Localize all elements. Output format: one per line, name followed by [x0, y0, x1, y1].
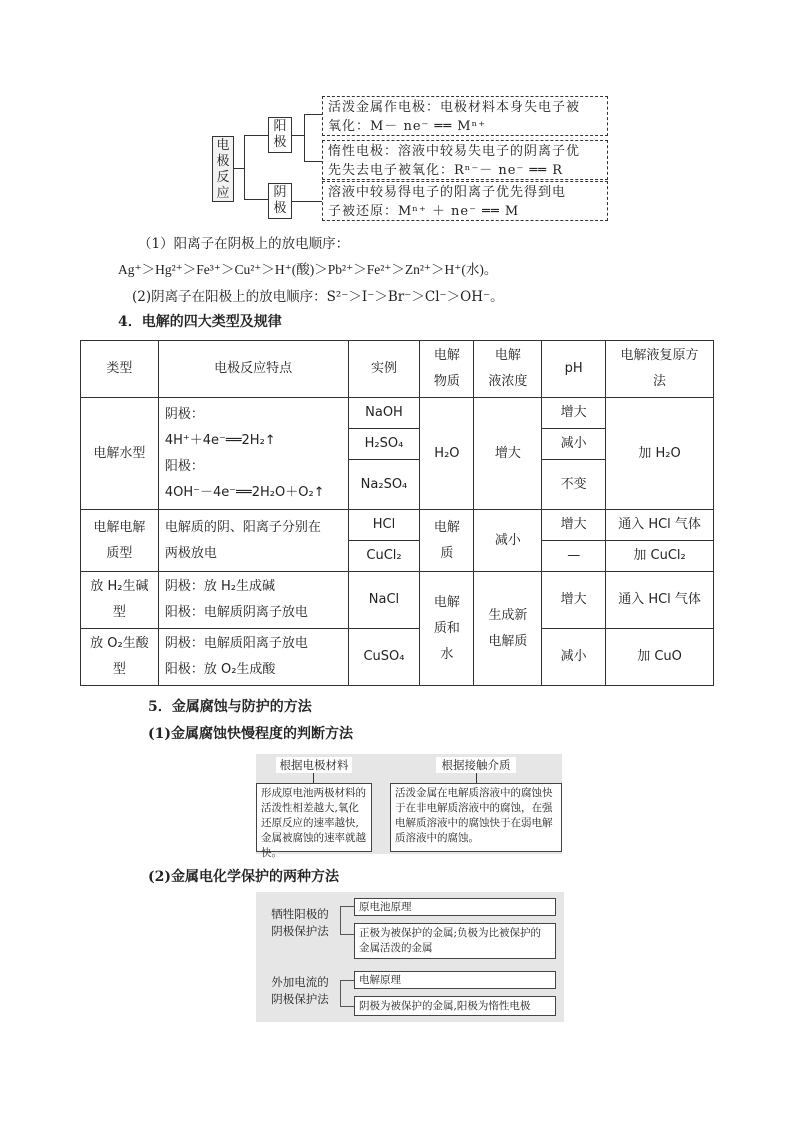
conc-shared: 生成新 电解质 — [474, 572, 542, 686]
ph-nacl: 增大 — [542, 572, 606, 629]
type-o2: 放 O₂生酸 型 — [81, 629, 159, 686]
example-naoh: NaOH — [348, 398, 420, 429]
header-concentration: 电解 液浓度 — [474, 341, 542, 398]
contact-medium-box: 活泼金属在电解质溶液中的腐蚀快于在非电解质溶液中的腐蚀，在强电解质溶液中的腐蚀快于在弱电解质溶液中的腐蚀。 — [390, 783, 562, 852]
conc-water: 增大 — [474, 398, 542, 510]
feature-o2: 阴极：电解质阳离子放电 阳极：放 O₂生成酸 — [158, 629, 348, 686]
galvanic-detail-box: 正极为被保护的金属;负极为比被保护的金属活泼的金属 — [354, 923, 556, 959]
anode-item-2-line-2: 先失去电子被氧化：Rⁿ⁻－ ne⁻ ══ R — [328, 163, 564, 178]
impressed-current-label: 外加电流的 阴极保护法 — [271, 975, 329, 1006]
restore-cucl2: 加 CuCl₂ — [606, 541, 714, 572]
root-label: 电极反应 — [216, 138, 230, 201]
example-cuso4: CuSO₄ — [348, 629, 420, 686]
substance-electrolyte: 电解 质 — [420, 510, 474, 572]
anode-item-1-line-2: 氧化：M－ ne⁻ ══ Mⁿ⁺ — [328, 119, 487, 134]
header-type: 类型 — [81, 341, 159, 398]
conc-electrolyte: 减小 — [474, 510, 542, 572]
tag-contact-medium: 根据接触介质 — [436, 757, 516, 773]
electrode-material-box: 形成原电池两极材料的活泼性相差越大,氧化还原反应的速率越快,金属被腐蚀的速率就越快。 — [256, 783, 372, 852]
anode-item-2-line-1: 惰性电极：溶液中较易失电子的阴离子优 — [328, 144, 581, 159]
restore-hcl: 通入 HCl 气体 — [606, 510, 714, 541]
example-h2so4: H₂SO₄ — [348, 429, 420, 460]
header-restore: 电解液复原方 法 — [606, 341, 714, 398]
restore-nacl: 通入 HCl 气体 — [606, 572, 714, 629]
electrolysis-detail-box: 阴极为被保护的金属,阳极为惰性电极 — [354, 996, 556, 1016]
feature-water: 阴极： 4H⁺＋4e⁻══2H₂↑ 阳极： 4OH⁻－4e⁻══2H₂O＋O₂↑ — [158, 398, 348, 510]
type-water: 电解水型 — [81, 398, 159, 510]
cathode-box — [268, 183, 292, 219]
section-5-heading: 5．金属腐蚀与防护的方法 — [148, 699, 312, 715]
ph-naoh: 增大 — [542, 398, 606, 429]
substance-water: H₂O — [420, 398, 474, 510]
anode-item-1-line-1: 活泼金属作电极：电极材料本身失电子被 — [328, 100, 581, 115]
anode-box — [268, 117, 292, 153]
ph-cuso4: 减小 — [542, 629, 606, 686]
restore-cuso4: 加 CuO — [606, 629, 714, 686]
header-example: 实例 — [348, 341, 420, 398]
section-4-heading: 4．电解的四大类型及规律 — [118, 314, 282, 330]
header-feature: 电极反应特点 — [158, 341, 348, 398]
header-ph: pH — [542, 341, 606, 398]
subheading-1: (1)金属腐蚀快慢程度的判断方法 — [148, 726, 353, 742]
example-cucl2: CuCl₂ — [348, 541, 420, 572]
cathode-label: 阴极 — [273, 185, 287, 216]
galvanic-principle-box: 原电池原理 — [354, 898, 556, 916]
example-na2so4: Na₂SO₄ — [348, 460, 420, 510]
anion-order: (2)阴离子在阳极上的放电顺序：S²⁻＞I⁻＞Br⁻＞Cl⁻＞OH⁻。 — [132, 289, 504, 305]
electrolysis-principle-box: 电解原理 — [354, 971, 556, 989]
electrolysis-types-table — [80, 340, 714, 686]
anode-inert-box — [322, 140, 608, 180]
cation-order: Ag⁺＞Hg²⁺＞Fe³⁺＞Cu²⁺＞H⁺(酸)＞Pb²⁺＞Fe²⁺＞Zn²⁺＞H⁺(水)。 — [118, 262, 498, 277]
restore-water: 加 H₂O — [606, 398, 714, 510]
ph-h2so4: 减小 — [542, 429, 606, 460]
root-box — [212, 136, 234, 202]
cathode-box-text — [322, 181, 608, 221]
sacrificial-anode-label: 牺牲阳极的 阴极保护法 — [271, 907, 329, 938]
feature-electrolyte: 电解质的阴、阳离子分别在 两极放电 — [158, 510, 348, 572]
subheading-2: (2)金属电化学保护的两种方法 — [148, 869, 339, 885]
ph-hcl: 增大 — [542, 510, 606, 541]
type-electrolyte: 电解电解 质型 — [81, 510, 159, 572]
type-h2: 放 H₂生碱 型 — [81, 572, 159, 629]
anode-active-metal-box — [322, 96, 608, 136]
substance-shared: 电解 质和 水 — [420, 572, 474, 686]
cathode-item-line-2: 子被还原：Mⁿ⁺ ＋ ne⁻ ══ M — [328, 204, 520, 219]
tag-electrode-material: 根据电极材料 — [276, 757, 352, 773]
example-hcl: HCl — [348, 510, 420, 541]
header-substance: 电解 物质 — [420, 341, 474, 398]
example-nacl: NaCl — [348, 572, 420, 629]
ph-na2so4: 不变 — [542, 460, 606, 510]
feature-h2: 阴极：放 H₂生成碱 阳极：电解质阴离子放电 — [158, 572, 348, 629]
cathode-item-line-1: 溶液中较易得电子的阳离子优先得到电 — [328, 185, 567, 200]
anode-label: 阳极 — [273, 119, 287, 150]
cation-heading: （1）阳离子在阴极上的放电顺序： — [138, 236, 350, 252]
ph-cucl2: — — [542, 541, 606, 572]
